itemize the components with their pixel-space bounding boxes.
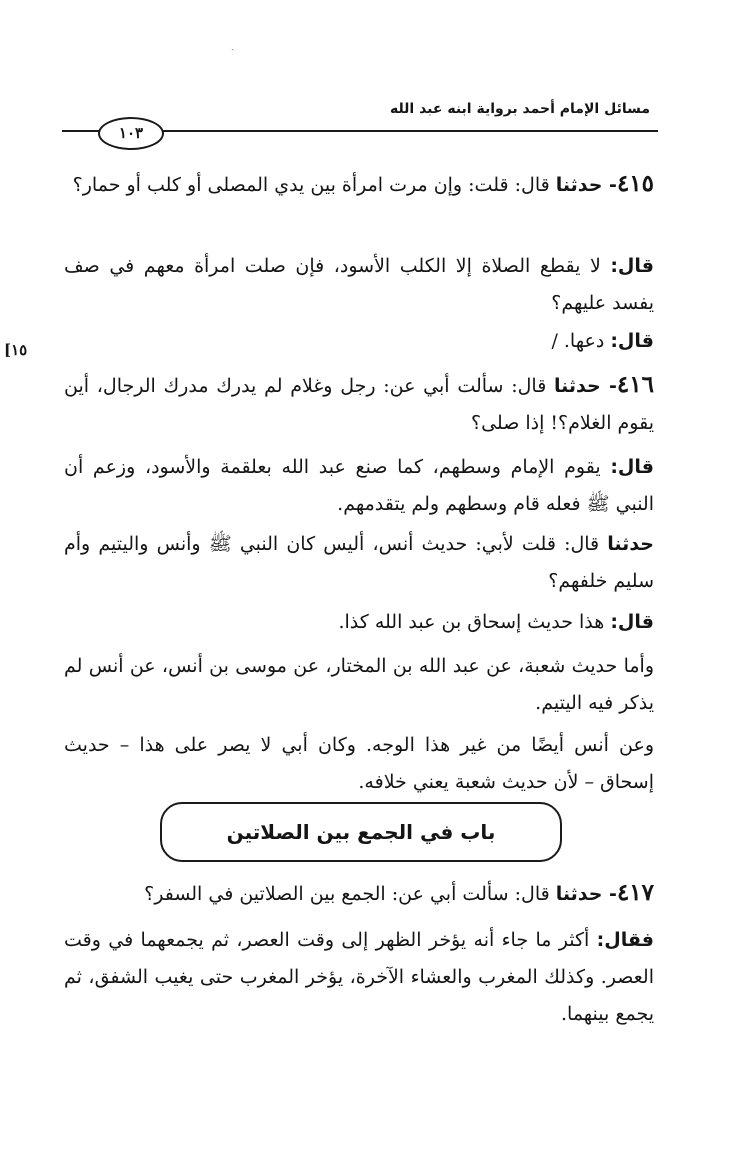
entry-number: ٤١٧	[616, 879, 654, 906]
entry-number: ٤١٥	[616, 170, 654, 197]
entry-text: قال: سألت أبي عن: رجل وغلام لم يدرك مدرك الرجال، أين يقوم الغلام؟! إذا صلى؟	[64, 375, 654, 434]
answer-keyword: قال:	[610, 255, 654, 277]
entry-text: وعن أنس أيضًا من غير هذا الوجه. وكان أبي لا يصر على هذا – حديث إسحاق – لأن حديث شعبة يعني خلافه.	[64, 734, 654, 793]
entry-416-question	[64, 366, 654, 442]
stray-mark: ˏ	[231, 40, 235, 51]
running-header-title: مسائل الإمام أحمد برواية ابنه عبد الله	[389, 101, 650, 117]
chapter-heading: باب في الجمع بين الصلاتين	[160, 802, 562, 862]
entry-text: لا يقطع الصلاة إلا الكلب الأسود، فإن صلت امرأة معهم في صف يفسد عليهم؟	[64, 255, 654, 314]
entry-415-question	[64, 165, 654, 204]
entry-416-answer-2	[64, 604, 654, 641]
answer-keyword: قال:	[610, 456, 654, 478]
answer-keyword: قال:	[610, 330, 654, 352]
entry-416-commentary-1	[64, 648, 654, 722]
entry-text: أكثر ما جاء أنه يؤخر الظهر إلى وقت العصر، ثم يجمعهما في وقت العصر. وكذلك المغرب والعشاء الآخرة، يؤخر المغرب حتى يغيب الشفق، ثم يجمع بينهما.	[64, 929, 654, 1025]
entry-text: هذا حديث إسحاق بن عبد الله كذا.	[338, 611, 611, 633]
narration-keyword: - حدثنا	[554, 375, 617, 397]
margin-page-note: ١٥]	[4, 341, 28, 359]
narration-keyword: - حدثنا	[555, 174, 617, 196]
page-number: ١٠٣	[98, 117, 164, 150]
entry-text: قال: سألت أبي عن: الجمع بين الصلاتين في السفر؟	[144, 883, 556, 905]
entry-417-answer	[64, 922, 654, 1033]
entry-416-question-2	[64, 526, 654, 600]
entry-text: قال: قلت: وإن مرت امرأة بين يدي المصلى أو كلب أو حمار؟	[72, 174, 556, 196]
entry-415-followup	[64, 323, 654, 360]
entry-text: قال: قلت لأبي: حديث أنس، أليس كان النبي ﷺ وأنس واليتيم وأم سليم خلفهم؟	[64, 533, 654, 592]
entry-416-commentary-2	[64, 727, 654, 801]
entry-text: يقوم الإمام وسطهم، كما صنع عبد الله بعلقمة والأسود، وزعم أن النبي ﷺ فعله قام وسطهم ولم يتقدمهم.	[64, 456, 654, 515]
narration-keyword: - حدثنا	[555, 883, 617, 905]
entry-415-answer	[64, 248, 654, 322]
entry-text: وأما حديث شعبة، عن عبد الله بن المختار، عن موسى بن أنس، عن أنس لم يذكر فيه اليتيم.	[64, 655, 654, 714]
answer-keyword: فقال:	[596, 929, 654, 951]
entry-number: ٤١٦	[616, 371, 654, 398]
narration-keyword: حدثنا	[607, 533, 654, 555]
entry-text: دعها. /	[551, 330, 611, 352]
entry-417-question	[64, 874, 654, 913]
entry-416-answer	[64, 449, 654, 523]
answer-keyword: قال:	[610, 611, 654, 633]
